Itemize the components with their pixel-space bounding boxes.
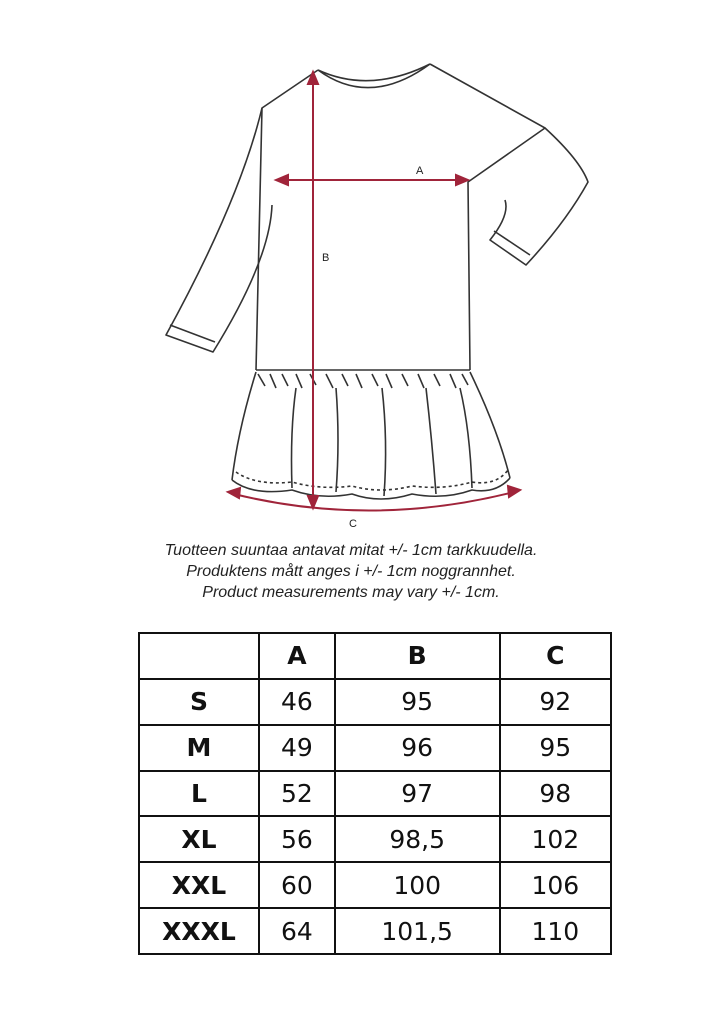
- size-label: S: [139, 679, 259, 725]
- size-label: L: [139, 771, 259, 817]
- value-a: 52: [259, 771, 335, 817]
- size-table: [138, 632, 612, 955]
- table-row: [139, 862, 611, 908]
- value-c: 92: [500, 679, 611, 725]
- value-b: 97: [335, 771, 500, 817]
- size-label: XL: [139, 816, 259, 862]
- value-b: 95: [335, 679, 500, 725]
- dress-outline: [166, 64, 588, 499]
- header-b: B: [335, 633, 500, 679]
- measure-lines: [228, 72, 520, 511]
- value-a: 46: [259, 679, 335, 725]
- measurement-notes: [0, 540, 702, 603]
- value-a: 60: [259, 862, 335, 908]
- label-b: B: [322, 252, 330, 264]
- value-c: 106: [500, 862, 611, 908]
- header-corner: [139, 633, 259, 679]
- size-label: XXL: [139, 862, 259, 908]
- table-row: [139, 771, 611, 817]
- value-c: 110: [500, 908, 611, 954]
- value-c: 102: [500, 816, 611, 862]
- table-row: [139, 816, 611, 862]
- value-c: 98: [500, 771, 611, 817]
- label-c: C: [349, 518, 357, 530]
- table-row: [139, 725, 611, 771]
- value-b: 101,5: [335, 908, 500, 954]
- value-b: 98,5: [335, 816, 500, 862]
- note-swedish: Produktens mått anges i +/- 1cm noggrannhet.: [186, 563, 516, 580]
- size-label: M: [139, 725, 259, 771]
- size-label: XXXL: [139, 908, 259, 954]
- value-a: 56: [259, 816, 335, 862]
- header-c: C: [500, 633, 611, 679]
- table-row: [139, 908, 611, 954]
- value-a: 64: [259, 908, 335, 954]
- header-a: A: [259, 633, 335, 679]
- note-finnish: Tuotteen suuntaa antavat mitat +/- 1cm tarkkuudella.: [164, 542, 538, 559]
- label-a: A: [416, 165, 424, 177]
- table-row: [139, 679, 611, 725]
- value-a: 49: [259, 725, 335, 771]
- table-header-row: [139, 633, 611, 679]
- value-c: 95: [500, 725, 611, 771]
- value-b: 96: [335, 725, 500, 771]
- note-english: Product measurements may vary +/- 1cm.: [202, 584, 500, 601]
- value-b: 100: [335, 862, 500, 908]
